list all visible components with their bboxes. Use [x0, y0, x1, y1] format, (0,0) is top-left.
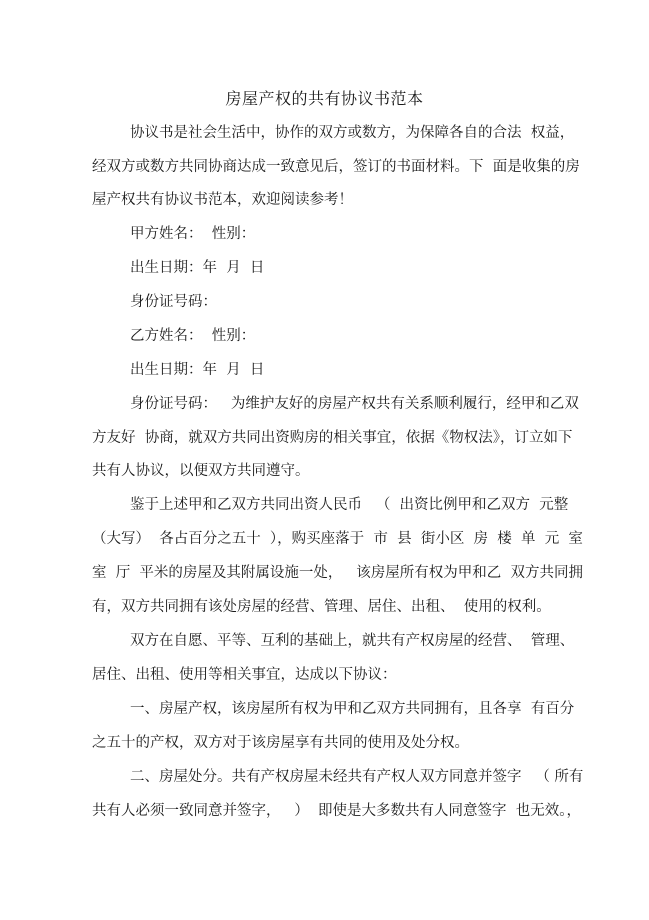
clause-2-line: 二、房屋处分。共有产权房屋未经共有产权人双方同意并签字 （ 所有 [130, 769, 584, 785]
paragraph-line: 共有人协议，以便双方共同遵守。 [92, 463, 310, 479]
paragraph-line: 室 厅 平米的房屋及其附属设施一处， 该房屋所有权为甲和乙 双方共同拥 [92, 565, 583, 581]
clause-1-line: 之五十的产权，双方对于该房屋享有共同的使用及处分权。 [92, 735, 469, 751]
paragraph-line: 身份证号码： 为维护友好的房屋产权共有关系顺利履行，经甲和乙双 [130, 396, 579, 412]
clause-1-line: 一、房屋产权，该房屋所有权为甲和乙双方共同拥有，且各享 有百分 [130, 701, 575, 717]
party-a-name-line: 甲方姓名： 性别： [130, 226, 256, 242]
paragraph-line: （大写） 各占百分之五十 ），购买座落于 市 县 街小区 房 楼 单 元 室 [92, 531, 583, 547]
party-b-birth-line: 出生日期：年 月 日 [130, 362, 265, 378]
party-b-name-line: 乙方姓名： 性别： [130, 328, 256, 344]
paragraph-line: 鉴于上述甲和乙双方共同出资人民币 （ 出资比例甲和乙双方 元整 [130, 497, 569, 513]
document-title: 房屋产权的共有协议书范本 [225, 89, 424, 108]
clause-2-line: 共有人必须一致同意并签字， ） 即使是大多数共有人同意签字 也无效。， [92, 803, 582, 819]
paragraph-line: 经双方或数方共同协商达成一致意见后，签订的书面材料。下 面是收集的房 [92, 159, 580, 175]
paragraph-line: 方友好 协商，就双方共同出资购房的相关事宜，依据《物权法》，订立如下 [92, 430, 573, 446]
party-a-id-line: 身份证号码： [130, 294, 217, 310]
party-a-birth-line: 出生日期：年 月 日 [130, 260, 265, 276]
paragraph-line: 有，双方共同拥有该处房屋的经营、管理、居住、出租、 使用的权利。 [92, 599, 551, 615]
paragraph-line: 屋产权共有协议书范本，欢迎阅读参考！ [92, 192, 353, 208]
paragraph-line: 协议书是社会生活中，协作的双方或数方，为保障各自的合法 权益， [130, 125, 575, 141]
paragraph-line: 居住、出租、使用等相关事宜，达成以下协议： [92, 667, 397, 683]
paragraph-line: 双方在自愿、平等、互利的基础上，就共有产权房屋的经营、 管理、 [130, 633, 575, 649]
